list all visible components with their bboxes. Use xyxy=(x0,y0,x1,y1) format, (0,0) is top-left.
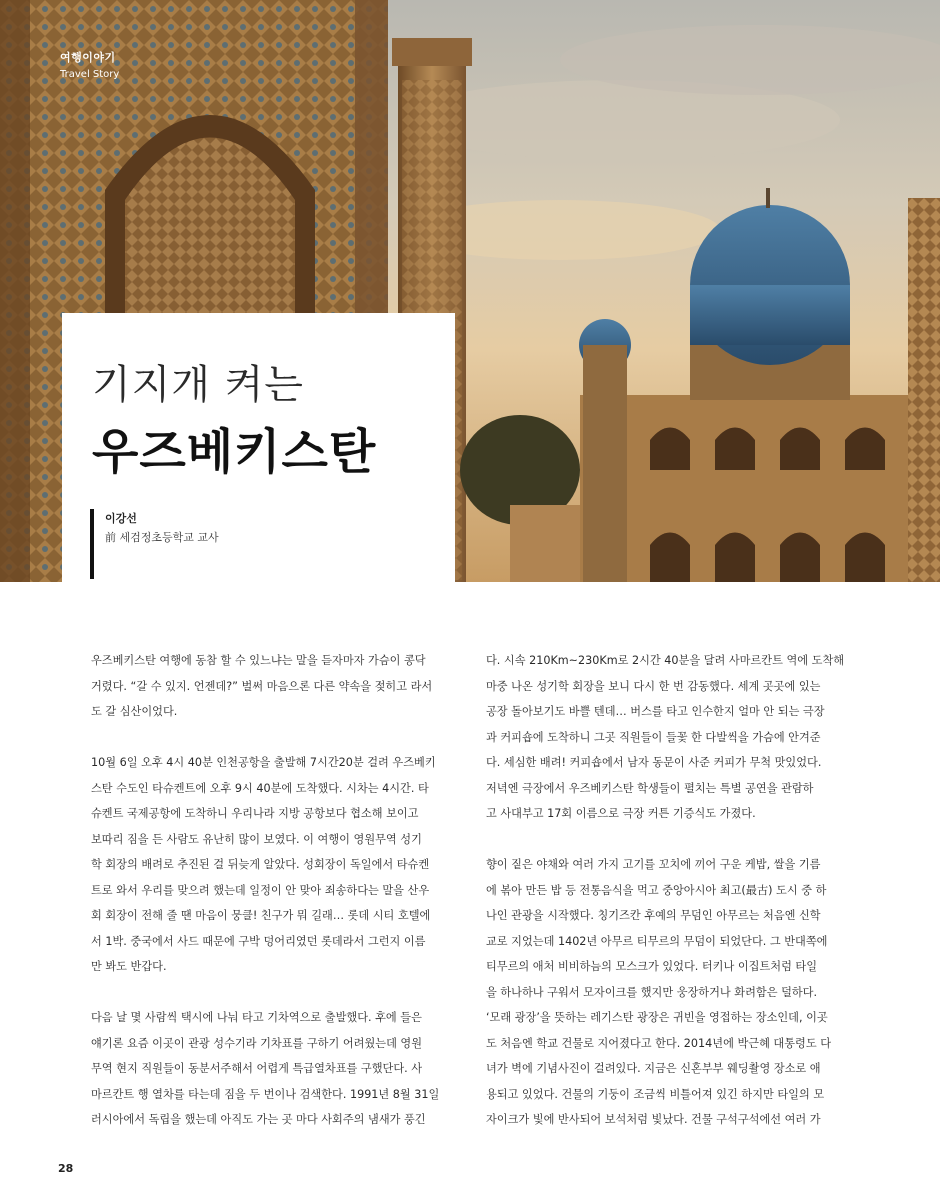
author-accent-bar xyxy=(90,509,94,579)
text-line: 마중 나온 성기학 회장을 보니 다시 한 번 감동했다. 세계 곳곳에 있는 xyxy=(486,679,821,693)
text-line: 보따리 짐을 든 사람도 유난히 많이 보였다. 이 여행이 영원무역 성기 xyxy=(91,832,422,846)
text-line: 용되고 있었다. 건물의 기둥이 조금씩 비틀어져 있긴 하지만 타일의 모 xyxy=(486,1087,825,1101)
paragraph xyxy=(91,648,459,725)
text-line: 다. 시속 210Km~230Km로 2시간 40분을 달려 사마르칸트 역에 도착해 xyxy=(486,654,845,667)
author-name: 이강선 xyxy=(105,512,137,525)
text-line: 자이크가 빛에 반사되어 보석처럼 빛났다. 건물 구석구석에선 여러 가 xyxy=(486,1113,821,1126)
text-line: 녀가 벽에 기념사진이 걸려있다. 지금은 신혼부부 웨딩촬영 장소로 애 xyxy=(486,1062,821,1075)
text-line: 거렸다. “갈 수 있지. 언젠데?” 벌써 마음으론 다른 약속을 젖히고 라서 xyxy=(91,679,433,693)
text-line: 트로 와서 우리를 맞으려 했는데 일정이 안 맞아 죄송하다는 말을 산우 xyxy=(91,883,430,897)
text-line: 교로 지었는데 1402년 아무르 티무르의 무덤이 되었단다. 그 반대쪽에 xyxy=(486,934,828,948)
text-line: 도 처음엔 학교 건물로 지어졌다고 한다. 2014년에 박근혜 대통령도 다 xyxy=(486,1036,832,1050)
text-line: 우즈베키스탄 여행에 동참 할 수 있느냐는 말을 듣자마자 가슴이 콩닥 xyxy=(91,654,426,667)
paragraph xyxy=(91,750,459,980)
text-line: 저녁엔 극장에서 우즈베키스탄 학생들이 펼치는 특별 공연을 관람하 xyxy=(486,781,814,795)
article-subtitle: 기지개 켜는 xyxy=(92,362,304,408)
text-line: 만 봐도 반갑다. xyxy=(91,960,167,973)
paragraph xyxy=(486,852,854,1133)
text-line: 학 회장의 배려로 추진된 걸 뒤늦게 알았다. 성회장이 독일에서 타슈켄 xyxy=(91,858,430,871)
text-line: 다음 날 몇 사람씩 택시에 나눠 타고 기차역으로 출발했다. 후에 들은 xyxy=(91,1011,422,1024)
page-number: 28 xyxy=(58,1162,74,1175)
text-line: 스탄 수도인 타슈켄트에 오후 9시 40분에 도착했다. 시차는 4시간. 타 xyxy=(91,781,429,795)
text-line: 에 볶아 만든 밥 등 전통음식을 먹고 중앙아시아 최고(最古) 도시 중 하 xyxy=(486,883,827,897)
text-line: 향이 짙은 야채와 여러 가지 고기를 꼬치에 끼어 구운 케밥, 쌀을 기름 xyxy=(486,858,821,871)
text-line: 10월 6일 오후 4시 40분 인천공항을 출발해 7시간20분 걸려 우즈베키 xyxy=(91,756,436,769)
text-line: 회 회장이 전해 줄 땐 마음이 뭉클! 친구가 뭐 길래… 롯데 시티 호텔에 xyxy=(91,909,431,922)
body-column-left xyxy=(91,648,459,1158)
paragraph xyxy=(91,1005,459,1133)
section-label-en: Travel Story xyxy=(60,69,120,80)
article-title: 우즈베키스탄 xyxy=(92,424,377,480)
text-line: 얘기론 요즘 이곳이 관광 성수기라 기차표를 구하기 어려웠는데 영원 xyxy=(91,1036,423,1050)
text-line: 서 1박. 중국에서 사드 때문에 구박 덩어리였던 롯데라서 그런지 이름 xyxy=(91,934,426,948)
text-line: 나인 관광을 시작했다. 칭기즈칸 후예의 무덤인 아무르는 처음엔 신학 xyxy=(486,909,821,922)
text-line: 을 하나하나 구워서 모자이크를 했지만 웅장하거나 화려함은 덜하다. xyxy=(486,985,818,999)
text-line: 무역 현지 직원들이 동분서주해서 어렵게 특급열차표를 구했단다. 사 xyxy=(91,1062,423,1075)
paragraph xyxy=(486,648,854,827)
text-line: 고 사대부고 17회 이름으로 극장 커튼 기증식도 가졌다. xyxy=(486,807,756,820)
title-box xyxy=(62,313,455,582)
text-line: 다. 세심한 배려! 커피숍에서 남자 동문이 사준 커피가 무척 맛있었다. xyxy=(486,756,822,769)
section-label-ko: 여행이야기 xyxy=(60,51,116,64)
text-line: 러시아에서 독립을 했는데 아직도 가는 곳 마다 사회주의 냄새가 풍긴 xyxy=(91,1113,426,1126)
text-line: ‘모래 광장’을 뜻하는 레기스탄 광장은 귀빈을 영접하는 장소인데, 이곳 xyxy=(486,1011,828,1024)
text-line: 티무르의 애처 비비하늠의 모스크가 있었다. 터키나 이집트처럼 타일 xyxy=(486,960,818,973)
text-line: 도 갈 심산이었다. xyxy=(91,705,178,718)
text-line: 마르칸트 행 열차를 타는데 짐을 두 번이나 검색한다. 1991년 8월 31일 xyxy=(91,1087,440,1101)
body-column-right xyxy=(486,648,854,1158)
author-title: 前 세검정초등학교 교사 xyxy=(105,531,219,544)
text-line: 공장 돌아보기도 바쁠 텐데… 버스를 타고 인수한지 얼마 안 되는 극장 xyxy=(486,705,825,718)
text-line: 과 커피숍에 도착하니 그곳 직원들이 들꽃 한 다발씩을 가슴에 안겨준 xyxy=(486,730,821,744)
section-tag xyxy=(60,49,119,80)
text-line: 슈켄트 국제공항에 도착하니 우리나라 지방 공항보다 협소해 보이고 xyxy=(91,807,419,820)
